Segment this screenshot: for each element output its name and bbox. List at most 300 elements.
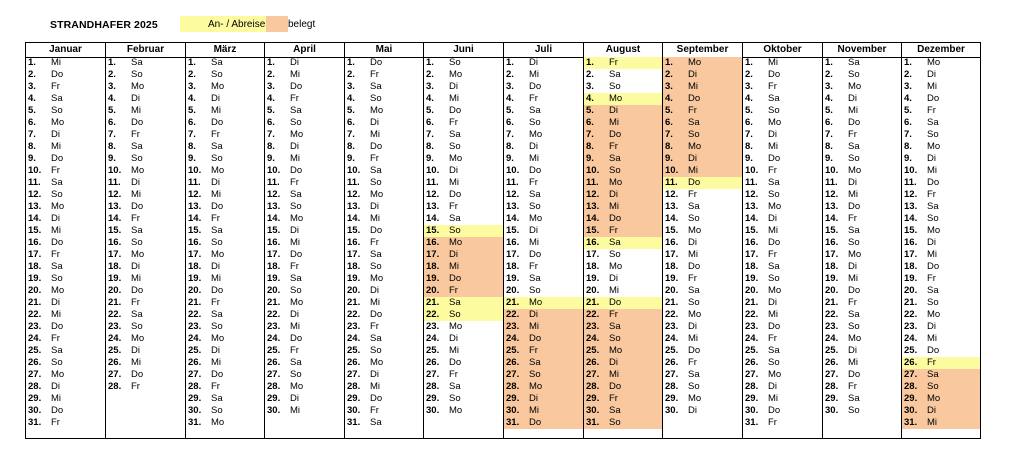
weekday-name: Mo [609, 261, 623, 272]
day-row [743, 309, 822, 321]
day-row [106, 321, 185, 333]
weekday-name: So [688, 381, 700, 392]
day-number: 10. [506, 165, 520, 176]
day-row [186, 129, 264, 141]
day-number: 6. [506, 117, 514, 128]
day-number: 24. [426, 333, 440, 344]
day-number: 19. [825, 273, 839, 284]
weekday-name: Mi [449, 261, 460, 272]
day-row [424, 273, 503, 285]
weekday-name: So [688, 297, 700, 308]
weekday-name: Sa [449, 297, 461, 308]
day-number: 9. [825, 153, 833, 164]
day-row [823, 153, 901, 165]
day-row [26, 189, 105, 201]
weekday-name: Fr [211, 129, 220, 140]
day-number: 7. [347, 129, 355, 140]
weekday-name: Fr [290, 345, 299, 356]
weekday-name: Sa [768, 345, 780, 356]
day-number: 1. [665, 57, 673, 68]
day-number: 29. [745, 393, 759, 404]
weekday-name: Di [370, 369, 379, 380]
day-number: 9. [426, 153, 434, 164]
day-number: 31. [904, 417, 918, 428]
day-row [424, 153, 503, 165]
day-number: 18. [506, 261, 520, 272]
day-row [106, 357, 185, 369]
weekday-name: Mo [211, 81, 225, 92]
day-number: 28. [188, 381, 202, 392]
day-row [902, 345, 980, 357]
day-number: 22. [347, 309, 361, 320]
day-number: 25. [188, 345, 202, 356]
day-row [345, 93, 423, 105]
day-row [823, 81, 901, 93]
day-number: 11. [188, 177, 201, 188]
weekday-name: Di [927, 237, 936, 248]
day-row [584, 405, 662, 417]
weekday-name: Di [290, 393, 299, 404]
day-number: 5. [108, 105, 116, 116]
day-number: 2. [825, 69, 833, 80]
day-row [902, 357, 980, 369]
weekday-name: So [768, 189, 780, 200]
day-number: 8. [586, 141, 594, 152]
day-number: 12. [108, 189, 122, 200]
day-number: 4. [586, 93, 594, 104]
day-row [106, 381, 185, 393]
day-row [424, 165, 503, 177]
day-row [504, 285, 583, 297]
day-number: 6. [745, 117, 753, 128]
day-row [743, 129, 822, 141]
day-number: 12. [825, 189, 839, 200]
day-row [26, 297, 105, 309]
day-number: 23. [745, 321, 759, 332]
day-number: 20. [267, 285, 281, 296]
day-number: 17. [347, 249, 361, 260]
day-row [265, 369, 344, 381]
day-row [265, 105, 344, 117]
day-number: 16. [665, 237, 679, 248]
day-number: 5. [506, 105, 514, 116]
weekday-name: Fr [609, 309, 618, 320]
day-number: 16. [188, 237, 202, 248]
weekday-name: Do [609, 297, 622, 308]
weekday-name: So [370, 345, 382, 356]
weekday-name: Fr [51, 81, 60, 92]
weekday-name: Mo [370, 189, 384, 200]
day-number: 6. [825, 117, 833, 128]
day-number: 6. [28, 117, 36, 128]
day-row [424, 177, 503, 189]
weekday-name: Sa [529, 105, 541, 116]
day-number: 18. [904, 261, 918, 272]
day-row [424, 357, 503, 369]
weekday-name: Mi [927, 249, 938, 260]
day-number: 22. [665, 309, 679, 320]
day-number: 17. [665, 249, 679, 260]
day-row [743, 237, 822, 249]
day-number: 21. [745, 297, 759, 308]
day-number: 30. [586, 405, 600, 416]
day-row [265, 81, 344, 93]
weekday-name: Sa [51, 93, 63, 104]
day-number: 24. [745, 333, 759, 344]
day-row [424, 81, 503, 93]
day-number: 11. [28, 177, 41, 188]
weekday-name: Fr [370, 153, 379, 164]
weekday-name: Di [131, 93, 140, 104]
weekday-name: Sa [290, 273, 302, 284]
day-number: 22. [745, 309, 759, 320]
day-row [186, 309, 264, 321]
day-number: 16. [347, 237, 361, 248]
day-number: 23. [506, 321, 520, 332]
day-row [902, 69, 980, 81]
day-number: 22. [267, 309, 281, 320]
day-row [504, 369, 583, 381]
day-number: 22. [904, 309, 918, 320]
day-row [663, 141, 742, 153]
weekday-name: Fr [609, 141, 618, 152]
weekday-name: Mi [768, 393, 779, 404]
day-row [265, 93, 344, 105]
weekday-name: Do [290, 249, 303, 260]
day-number: 7. [825, 129, 833, 140]
day-number: 10. [267, 165, 281, 176]
weekday-name: Mo [768, 285, 782, 296]
weekday-name: Di [927, 405, 936, 416]
weekday-name: Fr [688, 357, 697, 368]
day-row [823, 369, 901, 381]
day-row [504, 261, 583, 273]
weekday-name: Sa [688, 201, 700, 212]
day-row [743, 321, 822, 333]
day-row [26, 81, 105, 93]
weekday-name: Di [51, 381, 60, 392]
day-row [823, 201, 901, 213]
weekday-name: Mo [848, 81, 862, 92]
weekday-name: Do [768, 405, 781, 416]
day-number: 25. [904, 345, 918, 356]
weekday-name: Fr [609, 393, 618, 404]
day-row [504, 345, 583, 357]
day-row [584, 369, 662, 381]
day-number: 25. [347, 345, 361, 356]
day-number: 13. [347, 201, 361, 212]
day-number: 17. [506, 249, 520, 260]
day-number: 8. [267, 141, 275, 152]
weekday-name: Fr [51, 417, 60, 428]
weekday-name: Di [211, 93, 220, 104]
day-number: 16. [506, 237, 520, 248]
day-row [265, 153, 344, 165]
day-number: 9. [904, 153, 912, 164]
day-number: 19. [426, 273, 440, 284]
weekday-name: Mo [131, 81, 145, 92]
weekday-name: Sa [609, 69, 621, 80]
day-row [345, 393, 423, 405]
day-number: 19. [904, 273, 918, 284]
day-number: 27. [347, 369, 361, 380]
day-row [584, 117, 662, 129]
day-number: 4. [347, 93, 355, 104]
day-number: 25. [665, 345, 679, 356]
day-number: 3. [904, 81, 912, 92]
day-number: 4. [506, 93, 514, 104]
weekday-name: Sa [529, 357, 541, 368]
day-number: 14. [586, 213, 600, 224]
weekday-name: Do [688, 345, 701, 356]
weekday-name: Sa [290, 189, 302, 200]
day-row [743, 393, 822, 405]
day-number: 27. [267, 369, 281, 380]
day-number: 7. [506, 129, 514, 140]
day-row [823, 393, 901, 405]
weekday-name: Mo [529, 213, 543, 224]
day-number: 18. [586, 261, 600, 272]
day-number: 1. [426, 57, 434, 68]
weekday-name: Fr [768, 165, 777, 176]
day-number: 15. [108, 225, 122, 236]
day-row [186, 93, 264, 105]
day-number: 11. [904, 177, 917, 188]
day-row [743, 273, 822, 285]
day-row [265, 357, 344, 369]
weekday-name: Do [768, 321, 781, 332]
month-header: Oktober [743, 42, 822, 58]
weekday-name: Mo [688, 309, 702, 320]
day-row [823, 177, 901, 189]
weekday-name: Mi [609, 201, 620, 212]
weekday-name: So [290, 117, 302, 128]
day-number: 27. [665, 369, 679, 380]
day-row [743, 369, 822, 381]
month-header: Juni [424, 42, 503, 58]
day-row [186, 345, 264, 357]
day-row [584, 153, 662, 165]
weekday-name: Do [848, 117, 861, 128]
day-row [663, 177, 742, 189]
day-row [345, 105, 423, 117]
weekday-name: Di [609, 105, 618, 116]
weekday-name: Sa [370, 165, 382, 176]
day-number: 19. [28, 273, 42, 284]
day-number: 4. [904, 93, 912, 104]
day-row [504, 273, 583, 285]
day-row [743, 105, 822, 117]
day-number: 20. [745, 285, 759, 296]
day-row [424, 225, 503, 237]
day-row [26, 117, 105, 129]
day-row [663, 357, 742, 369]
day-row [902, 201, 980, 213]
day-row [26, 69, 105, 81]
weekday-name: Do [131, 285, 144, 296]
day-row [823, 69, 901, 81]
day-number: 14. [665, 213, 679, 224]
weekday-name: Di [768, 213, 777, 224]
day-number: 10. [665, 165, 679, 176]
weekday-name: Mi [449, 177, 460, 188]
day-number: 18. [267, 261, 281, 272]
day-row [424, 405, 503, 417]
day-row [584, 297, 662, 309]
day-number: 26. [28, 357, 42, 368]
day-number: 20. [426, 285, 440, 296]
weekday-name: Mi [370, 297, 381, 308]
day-number: 29. [825, 393, 839, 404]
weekday-name: So [370, 93, 382, 104]
weekday-name: Do [927, 177, 940, 188]
weekday-name: Di [529, 309, 538, 320]
day-number: 27. [28, 369, 42, 380]
weekday-name: Fr [927, 273, 936, 284]
weekday-name: Mi [688, 333, 699, 344]
weekday-name: Do [529, 165, 542, 176]
day-row [504, 141, 583, 153]
weekday-name: So [449, 57, 461, 68]
weekday-name: Mo [609, 93, 623, 104]
day-number: 24. [825, 333, 839, 344]
day-row [663, 153, 742, 165]
day-number: 14. [347, 213, 361, 224]
day-row [106, 213, 185, 225]
weekday-name: Mi [609, 369, 620, 380]
weekday-name: Sa [529, 273, 541, 284]
day-number: 20. [28, 285, 42, 296]
weekday-name: Do [529, 333, 542, 344]
day-row [26, 285, 105, 297]
day-row [106, 81, 185, 93]
day-row [186, 69, 264, 81]
day-number: 11. [347, 177, 360, 188]
day-row [265, 345, 344, 357]
day-number: 25. [825, 345, 839, 356]
weekday-name: So [51, 189, 63, 200]
weekday-name: Mi [51, 309, 62, 320]
weekday-name: So [211, 69, 223, 80]
day-number: 27. [825, 369, 839, 380]
day-number: 12. [745, 189, 759, 200]
weekday-name: So [609, 333, 621, 344]
weekday-name: Fr [848, 297, 857, 308]
month-header: September [663, 42, 742, 58]
day-row [106, 201, 185, 213]
weekday-name: Do [449, 189, 462, 200]
day-number: 23. [108, 321, 122, 332]
day-row [584, 225, 662, 237]
day-number: 31. [586, 417, 600, 428]
day-number: 21. [188, 297, 202, 308]
day-number: 21. [267, 297, 281, 308]
weekday-name: Fr [211, 213, 220, 224]
weekday-name: Di [370, 285, 379, 296]
day-number: 19. [665, 273, 679, 284]
weekday-name: Mo [927, 225, 941, 236]
day-row [186, 369, 264, 381]
month-column [26, 42, 106, 438]
weekday-name: Mi [211, 273, 222, 284]
weekday-name: Di [529, 393, 538, 404]
day-row [26, 225, 105, 237]
day-row [186, 237, 264, 249]
weekday-name: Mi [211, 105, 222, 116]
weekday-name: Di [848, 261, 857, 272]
weekday-name: Sa [927, 285, 939, 296]
day-row [823, 249, 901, 261]
weekday-name: Di [848, 177, 857, 188]
weekday-name: Mo [370, 357, 384, 368]
weekday-name: Sa [370, 333, 382, 344]
day-row [823, 141, 901, 153]
day-row [186, 249, 264, 261]
day-row [186, 321, 264, 333]
weekday-name: Mi [768, 225, 779, 236]
weekday-name: Mo [927, 141, 941, 152]
weekday-name: Fr [51, 165, 60, 176]
day-row [106, 345, 185, 357]
day-number: 7. [904, 129, 912, 140]
day-number: 3. [825, 81, 833, 92]
day-row [663, 117, 742, 129]
day-number: 8. [188, 141, 196, 152]
weekday-name: Do [609, 213, 622, 224]
day-number: 25. [28, 345, 42, 356]
weekday-name: Sa [449, 213, 461, 224]
day-row [663, 225, 742, 237]
day-row [504, 309, 583, 321]
weekday-name: Mo [688, 225, 702, 236]
weekday-name: Mo [449, 153, 463, 164]
day-row [186, 105, 264, 117]
day-number: 3. [426, 81, 434, 92]
day-number: 9. [586, 153, 594, 164]
day-row [186, 141, 264, 153]
day-number: 12. [506, 189, 520, 200]
weekday-name: Mi [131, 189, 142, 200]
day-number: 28. [745, 381, 759, 392]
day-number: 3. [586, 81, 594, 92]
day-number: 18. [347, 261, 361, 272]
day-row [26, 321, 105, 333]
day-row [106, 117, 185, 129]
day-row [504, 93, 583, 105]
day-row [823, 225, 901, 237]
day-row [663, 165, 742, 177]
weekday-name: Fr [768, 81, 777, 92]
day-row [424, 345, 503, 357]
weekday-name: Sa [848, 225, 860, 236]
weekday-name: Mo [449, 321, 463, 332]
day-row [26, 357, 105, 369]
day-number: 24. [347, 333, 361, 344]
weekday-name: Mo [768, 117, 782, 128]
day-number: 21. [586, 297, 600, 308]
day-row [265, 261, 344, 273]
weekday-name: Sa [51, 177, 63, 188]
day-row [345, 129, 423, 141]
day-row [345, 345, 423, 357]
day-row [823, 261, 901, 273]
weekday-name: Sa [688, 369, 700, 380]
day-row [186, 273, 264, 285]
day-number: 20. [506, 285, 520, 296]
day-row [743, 57, 822, 69]
weekday-name: Mi [211, 189, 222, 200]
day-number: 5. [347, 105, 355, 116]
